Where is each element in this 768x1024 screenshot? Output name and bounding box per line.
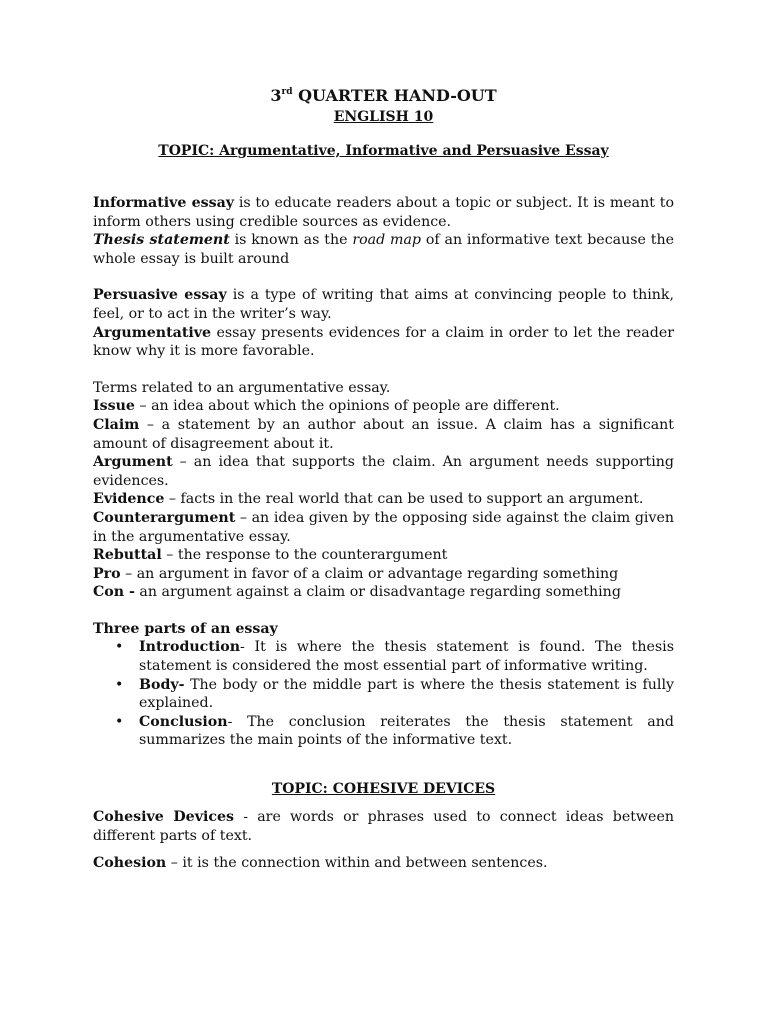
part-term: Conclusion: [139, 713, 228, 730]
list-item: [115, 713, 674, 750]
thesis-road-map: road map: [352, 232, 422, 249]
term-informative: Informative essay: [93, 195, 235, 211]
thesis-text-a: is known as the: [229, 232, 353, 249]
term-cohesion: Cohesion: [93, 855, 167, 872]
part-def: The body or the middle part is where the thesis statement is fully explained.: [139, 676, 674, 712]
term-thesis: Thesis statement: [93, 232, 230, 249]
term-definition: [93, 565, 674, 584]
term-def: – a statement by an author about an issue. A claim has a significant amount of disagreement about it.: [93, 416, 674, 452]
topic-heading-essays: TOPIC: Argumentative, Informative and Persuasive Essay: [158, 143, 609, 159]
part-term: Body-: [139, 676, 185, 693]
cohesive-devices-definition: [93, 808, 674, 845]
cohesion-definition: [93, 854, 674, 873]
term-definition: [93, 490, 674, 509]
term-def: – an argument in favor of a claim or advantage regarding something: [120, 565, 619, 582]
term-def: – an idea that supports the claim. An argument needs supporting evidences.: [93, 454, 674, 489]
part-term: Introduction: [139, 639, 241, 656]
term-definition: [93, 546, 674, 565]
term-definition: [93, 453, 674, 490]
term-label: Issue: [93, 398, 135, 415]
term-label: Evidence: [93, 491, 165, 508]
bullet-icon: •: [115, 676, 124, 693]
bullet-icon: •: [115, 713, 124, 730]
term-label: Con -: [93, 584, 135, 601]
part-def: - The conclusion reiterates the thesis statement and summarizes the main points of the informative text.: [139, 713, 674, 749]
term-def: – the response to the counterargument: [161, 547, 448, 564]
informative-definition: [93, 194, 674, 231]
informative-text: is to educate readers about a topic or subject. It is meant to inform others using credible sources as evidence.: [93, 195, 674, 230]
cohesion-text: – it is the connection within and between sentences.: [166, 855, 548, 872]
terms-intro: Terms related to an argumentative essay.: [93, 379, 391, 396]
cohesive-devices-text: - are words or phrases used to connect ideas between different parts of text.: [93, 809, 674, 844]
argumentative-definition: [93, 324, 674, 361]
argumentative-text: essay presents evidences for a claim in order to let the reader know why it is more favorable.: [93, 324, 674, 360]
parts-heading: Three parts of an essay: [93, 620, 278, 637]
term-def: an argument against a claim or disadvantage regarding something: [134, 584, 621, 601]
term-persuasive: Persuasive essay: [93, 287, 227, 304]
term-label: Rebuttal: [93, 547, 162, 564]
term-definition: [93, 509, 674, 546]
list-item: [115, 676, 674, 713]
thesis-text-b: of an informative text because the whole essay is built around: [93, 232, 674, 267]
term-label: Claim: [93, 416, 140, 433]
persuasive-definition: [93, 286, 674, 323]
parts-list: [93, 638, 674, 750]
title-superscript: rd: [281, 87, 293, 97]
term-def: – an idea given by the opposing side against the claim given in the argumentative essay.: [93, 509, 674, 545]
term-def: – an idea about which the opinions of people are different.: [134, 398, 560, 415]
bullet-icon: •: [115, 639, 124, 656]
thesis-definition: [93, 231, 674, 268]
title-number: 3: [270, 86, 282, 105]
term-definition: [93, 397, 674, 416]
title-text: QUARTER HAND-OUT: [292, 86, 497, 105]
part-def: - It is where the thesis statement is found. The thesis statement is considered the most essential part of informative writing.: [139, 639, 674, 675]
term-argumentative: Argumentative: [93, 324, 212, 341]
term-def: – facts in the real world that can be used to support an argument.: [164, 491, 644, 508]
term-label: Argument: [93, 454, 173, 471]
handout-title: [93, 86, 674, 106]
list-item: [115, 638, 674, 675]
term-label: Counterargument: [93, 509, 236, 526]
subject-subtitle: ENGLISH 10: [333, 109, 434, 125]
term-definition: [93, 583, 674, 602]
topic-heading-cohesive: TOPIC: COHESIVE DEVICES: [271, 781, 496, 798]
term-label: Pro: [93, 565, 121, 582]
term-definition: [93, 416, 674, 453]
term-cohesive-devices: Cohesive Devices: [93, 809, 234, 826]
persuasive-text: is a type of writing that aims at convincing people to think, feel, or to act in the writer’s way.: [93, 287, 675, 322]
